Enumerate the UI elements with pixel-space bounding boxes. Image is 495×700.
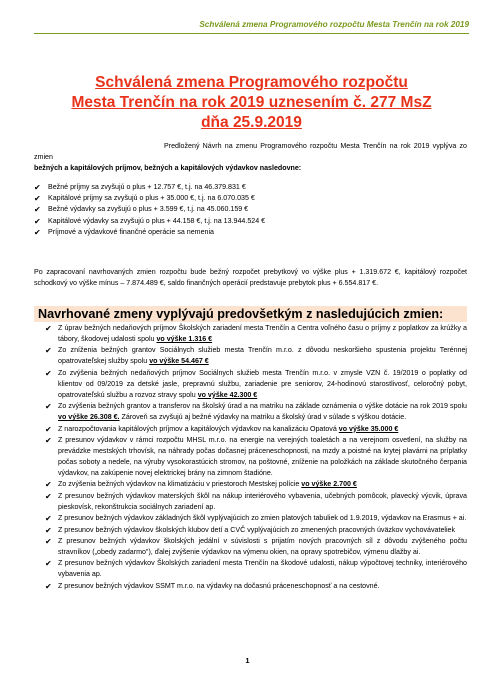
change-text: Zo zvýšenia bežných nedaňových príjmov Sociálnych služieb mesta Trenčín m.r.o. v zmysle VZN č. 19/2019 o poplatky od klientov od 09/2019 za detské jasle, prepravnú službu, zariadenie pre seniorov, 24-hodinovú starostlivosť, celoročný pobyt, opatrovateľskú službu a rozvoz stravy spolu (58, 368, 467, 399)
intro-paragraph (34, 141, 467, 174)
change-amount: vo výške 2.700 € (301, 480, 357, 489)
check-icon: ✔ (34, 227, 41, 237)
checklist-text: Bežné výdavky sa zvyšujú o plus + 3.599 €, t.j. na 45.060.159 € (48, 205, 249, 214)
checklist-item (34, 216, 467, 227)
budget-summary-paragraph: Po zapracovaní navrhovaných zmien rozpočtu bude bežný rozpočet prebytkový vo výške plus + 1.319.672 €, kapitálový rozpočet schodkový vo výške mínus – 7.874.489 €, saldo finančných operácií predstavuje prebytok plus + 6.554.817 €. (34, 268, 467, 287)
change-text-continued: Zároveň sa zvyšujú aj bežné výdavky na matriku a školský úrad v súlade s výškou dotácie. (119, 413, 407, 422)
page-number: 1 (245, 656, 250, 665)
checklist-text: Kapitálové príjmy sa zvyšujú o plus + 35.000 €, t.j. na 6.070.035 € (48, 194, 255, 203)
change-text: Zo zvýšenia bežných grantov a transferov na školský úrad a na matriku na základe oznámenia o výške dotácie na rok 2019 spolu (58, 402, 467, 411)
title-line-2: Mesta Trenčín na rok 2019 uznesením č. 277 MsZ (71, 94, 432, 111)
section-title: Navrhované zmeny vyplývajú predovšetkým z nasledujúcich zmien: (38, 307, 444, 321)
check-icon: ✔ (34, 216, 41, 226)
check-arrow-icon: ✔ (45, 514, 52, 524)
title-line-1: Schválená zmena Programového rozpočtu (95, 74, 408, 91)
checklist-text: Bežné príjmy sa zvyšujú o plus + 12.757 €, t.j. na 46.379.831 € (48, 183, 246, 191)
change-text: Zo zvýšenia bežných výdavkov na klimatizáciu v priestoroch Mestskej polície (58, 480, 302, 489)
checklist-text: Príjmové a výdavkové finančné operácie sa nemenia (48, 227, 215, 236)
change-text: Z narozpočtovania kapitálových príjmov a kapitálových výdavkov na kanalizáciu Opatová (58, 424, 339, 433)
change-amount: vo výške 26.308 €. (58, 413, 120, 422)
checklist-item (34, 227, 467, 238)
change-item (34, 536, 467, 558)
check-arrow-icon: ✔ (45, 559, 52, 569)
change-item (34, 323, 467, 345)
header-divider (34, 33, 469, 34)
change-item (34, 479, 467, 490)
change-item (34, 368, 467, 401)
summary-checklist (34, 182, 467, 238)
check-arrow-icon: ✔ (45, 435, 52, 445)
change-text: Zo zníženia bežných grantov Sociálnych služieb mesta Trenčín m.r.o. z dôvodu neskoršieho spustenia projektu Terénnej opatrovateľskej služby spolu (58, 346, 467, 366)
check-arrow-icon: ✔ (45, 424, 52, 434)
change-text: Z presunov výdavkov v rámci rozpočtu MHSL m.r.o. na energie na verejných toaletách a na verejnom osvetlení, na služby na prevádzke mestských trhovísk, na náhrady počas dočasnej práceneschopnosti, na mzdy a poistné na krytej plavárni na príplatky počas soboty a nedele, na výruby vysokorastúcich stromov, na poštovné, zníženie na položkách na základe skutočného čerpania výdavkov, na zakúpenie novej elektrickej brány na zimnom štadióne. (58, 435, 467, 477)
change-item (34, 435, 467, 479)
change-item (34, 491, 467, 513)
change-amount: vo výške 42.300 € (197, 390, 258, 399)
change-text: Z presunov bežných výdavkov SSMT m.r.o. na výdavky na dočasnú práceneschopnosť a na cestovné. (58, 581, 380, 590)
check-arrow-icon: ✔ (45, 480, 52, 490)
change-item (34, 345, 467, 367)
intro-bold-text: bežných a kapitálových príjmov, bežných a kapitálových výdavkov nasledovne: (34, 164, 302, 172)
change-text: Z presunov bežných výdavkov materských škôl na nákup interiérového vybavenia, učebných pomôcok, plavecký výcvik, úprava pieskovísk, rekonštrukcia sociálnych zariadení ap. (58, 491, 467, 511)
change-amount: vo výške 35.000 € (338, 424, 399, 433)
check-arrow-icon: ✔ (45, 402, 52, 412)
check-arrow-icon: ✔ (45, 346, 52, 356)
intro-text: Predložený Návrh na zmenu Programového rozpočtu Mesta Trenčín na rok 2019 vyplýva zo zmien (34, 142, 467, 161)
change-amount: vo výške 54.467 € (149, 357, 209, 366)
change-text: Z presunov bežných výdavkov školských klubov detí a CVČ vyplývajúcich zo zmenených pracovných úväzkov vychovávateliek (58, 525, 456, 534)
change-text: Z presunov bežných výdavkov základných škôl vyplývajúcich zo zmien platových tabuliek od 1.9.2019, výdavkov na Erasmus + ai. (58, 514, 467, 523)
check-arrow-icon: ✔ (45, 491, 52, 501)
checklist-item (34, 204, 467, 215)
change-item (34, 581, 467, 592)
change-text: Z presunov bežných výdavkov Školských zariadení mesta Trenčín na škodové udalosti, nákup výpočtovej techniky, interiérového vybavenia ap. (58, 559, 467, 579)
check-arrow-icon: ✔ (45, 581, 52, 591)
change-item (34, 525, 467, 536)
checklist-text: Kapitálové výdavky sa zvyšujú o plus + 44.158 €, t.j. na 13.944.524 € (48, 216, 266, 225)
check-icon: ✔ (34, 194, 41, 204)
running-header: Schválená zmena Programového rozpočtu Mesta Trenčín na rok 2019 (199, 20, 469, 29)
changes-list (34, 323, 467, 592)
check-arrow-icon: ✔ (45, 368, 52, 378)
check-arrow-icon: ✔ (45, 324, 52, 333)
change-item (34, 401, 467, 423)
change-item (34, 558, 467, 580)
checklist-item (34, 182, 467, 193)
document-title (34, 73, 469, 133)
change-item (34, 513, 467, 524)
change-text: Z úprav bežných nedaňových príjmov Školských zariadení mesta Trenčín a Centra voľného času o príjmy z poplatkov za krúžky a tábory, škodovej udalosti spolu (58, 324, 467, 343)
checklist-item (34, 193, 467, 204)
change-text: Z presunov bežných výdavkov školských jedální v súvislosti s prijatím nových pracovných síl z dôvodu zvýšeného počtu stravníkov („obedy zadarmo"), ďalej zvýšenie výdavkov na výmenu okien, na opravy spotrebičov, výmenu dlažby ai. (58, 536, 467, 556)
check-icon: ✔ (34, 183, 41, 192)
check-arrow-icon: ✔ (45, 525, 52, 535)
change-amount: vo výške 1.316 € (156, 335, 213, 343)
change-item (34, 424, 467, 435)
check-arrow-icon: ✔ (45, 536, 52, 546)
check-icon: ✔ (34, 205, 41, 215)
title-line-3: dňa 25.9.2019 (201, 114, 302, 131)
